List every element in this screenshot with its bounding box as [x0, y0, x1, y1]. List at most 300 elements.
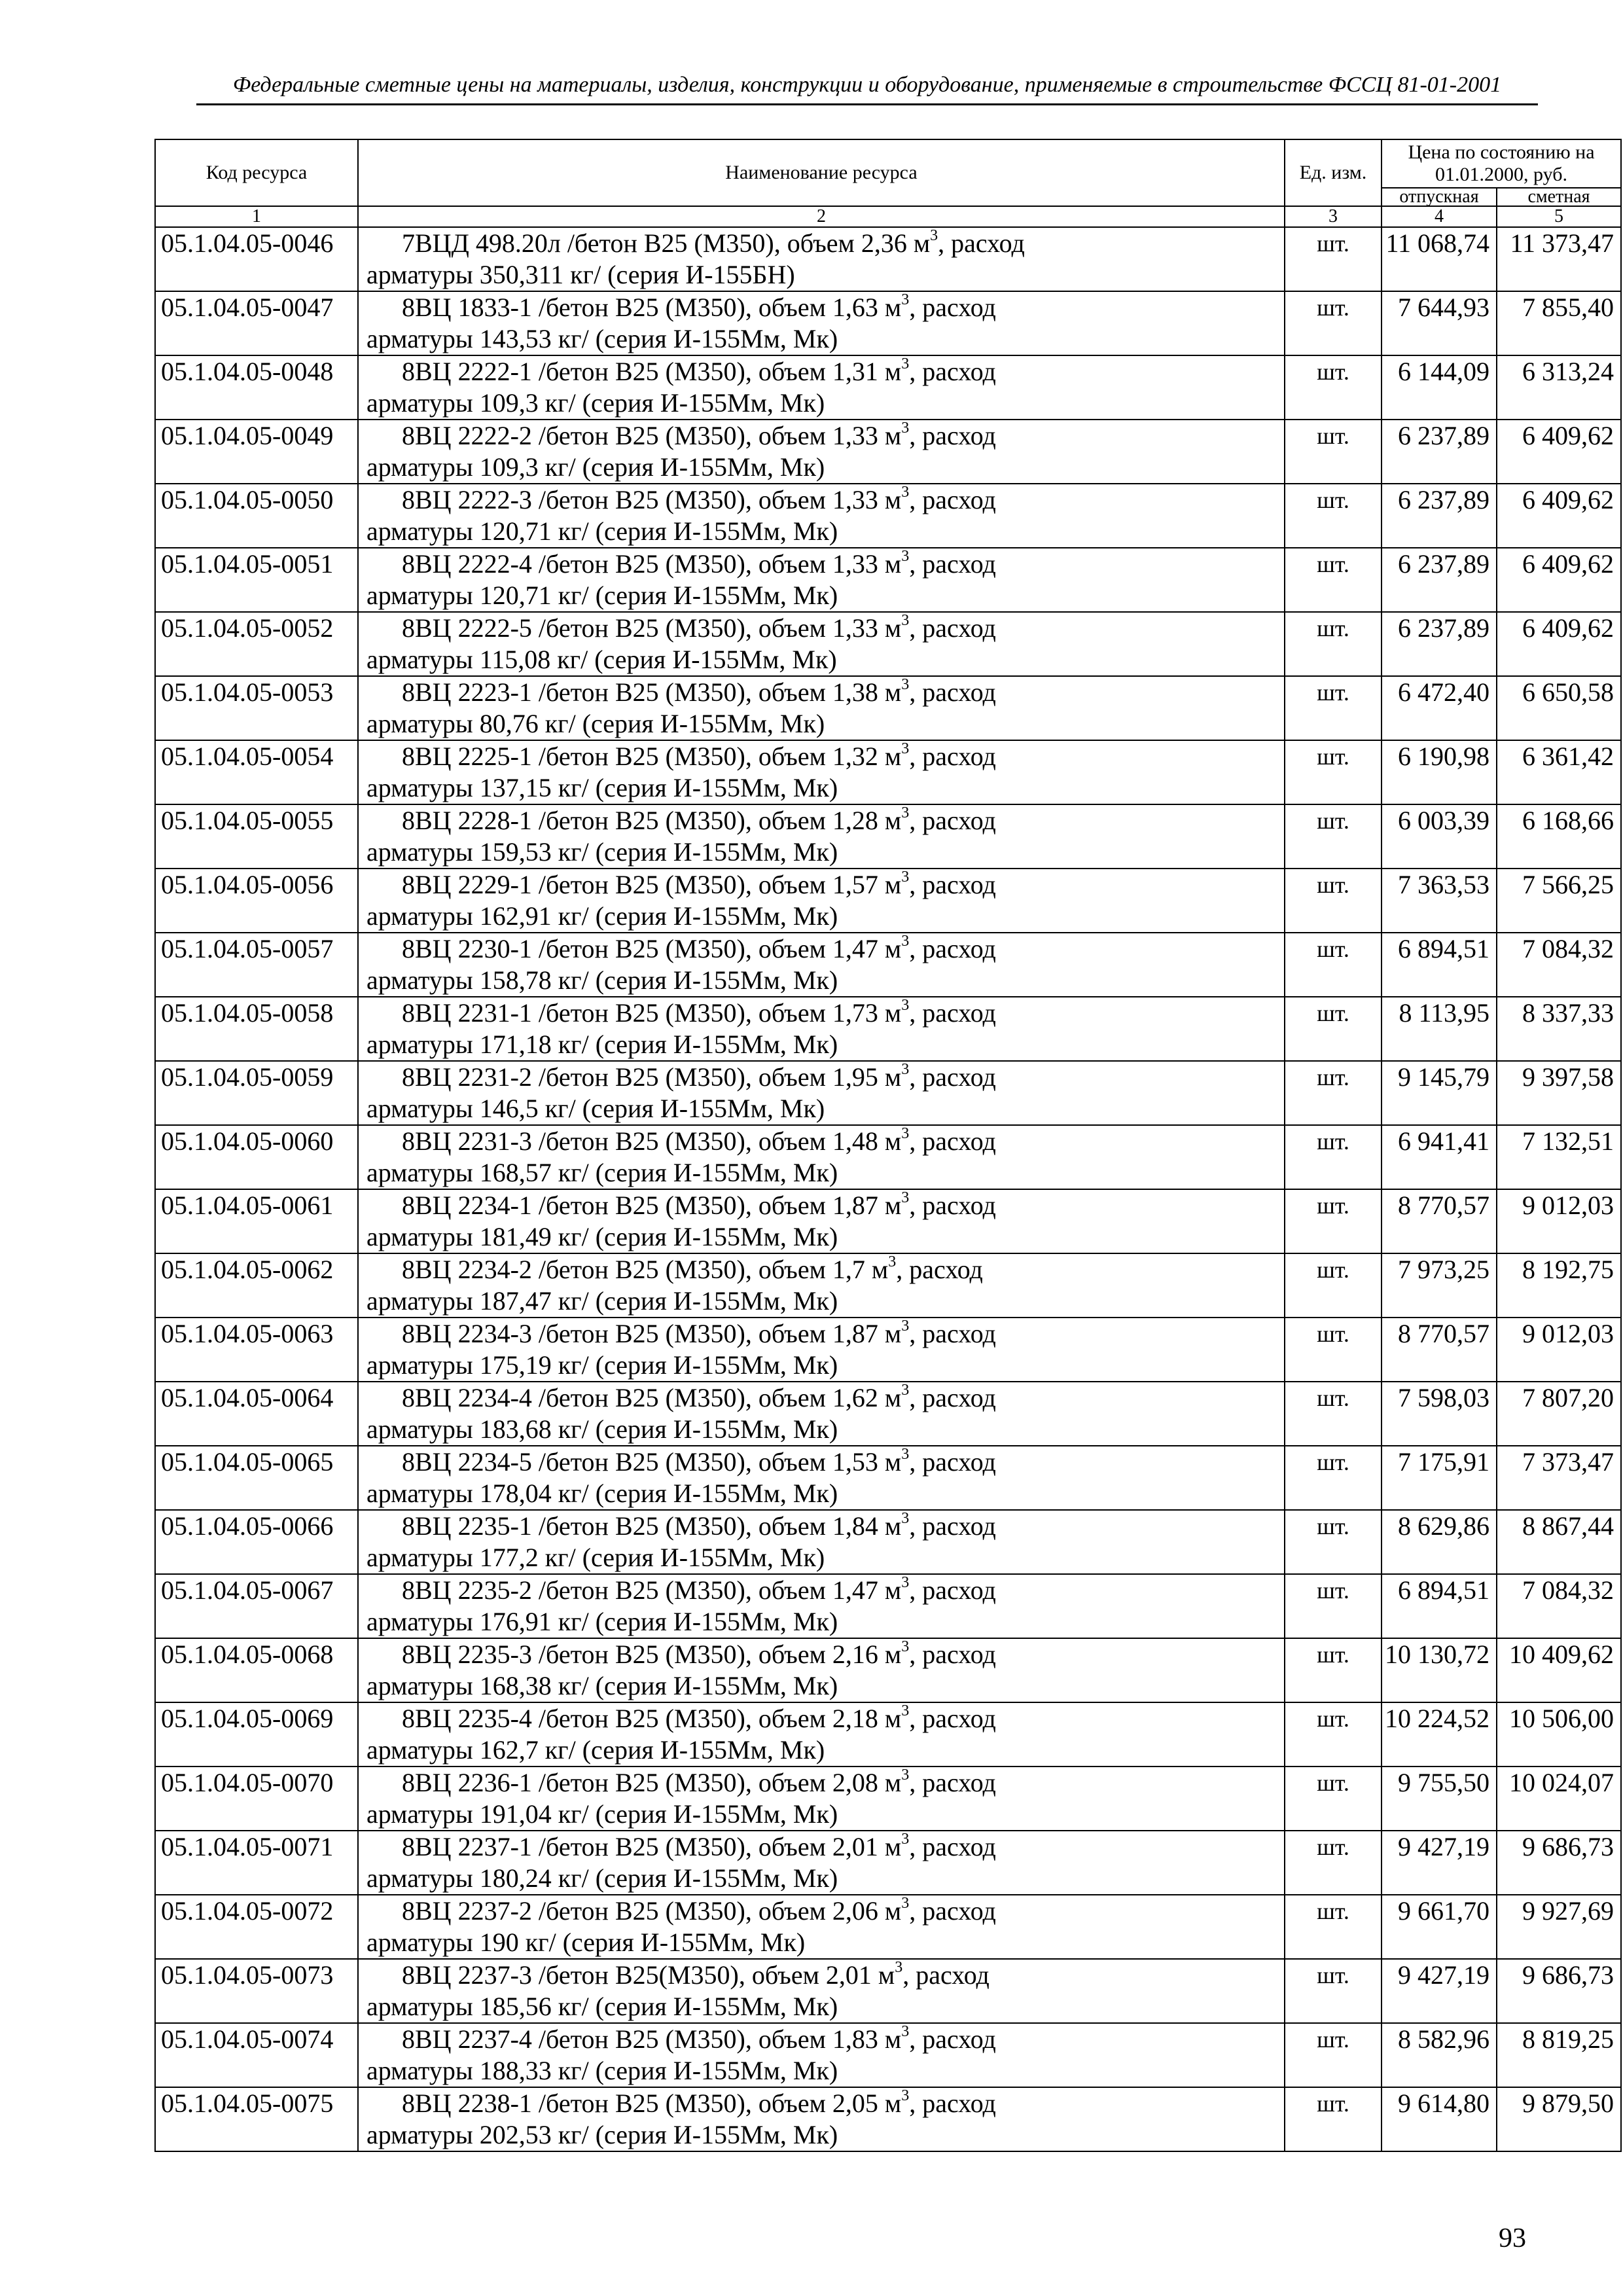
resource-name-tail: , расход — [909, 421, 996, 450]
resource-name — [358, 1125, 1285, 1189]
unit: шт. — [1285, 869, 1382, 933]
cubic-superscript: 3 — [901, 1573, 910, 1591]
resource-name-tail: , расход — [909, 1191, 996, 1220]
unit: шт. — [1285, 484, 1382, 548]
resource-name-main: 8ВЦ 2237-2 /бетон В25 (М350), объем 2,06 м — [402, 1896, 902, 1926]
resource-name-line2: арматуры 109,3 кг/ (серия И-155Мм, Мк) — [366, 388, 825, 418]
resource-name — [358, 2087, 1285, 2151]
resource-name-line2: арматуры 159,53 кг/ (серия И-155Мм, Мк) — [366, 837, 838, 867]
resource-name-line2: арматуры 80,76 кг/ (серия И-155Мм, Мк) — [366, 709, 825, 738]
price-estimate: 6 409,62 — [1497, 484, 1621, 548]
table-row — [155, 612, 1621, 676]
price-table — [154, 139, 1622, 2152]
cubic-superscript: 3 — [901, 868, 910, 886]
resource-name-main: 8ВЦ 2234-1 /бетон В25 (М350), объем 1,87 м — [402, 1191, 902, 1220]
cubic-superscript: 3 — [901, 2087, 910, 2104]
resource-name-tail: , расход — [909, 870, 996, 899]
price-release: 6 237,89 — [1382, 548, 1497, 612]
resource-name-line1 — [366, 1895, 1279, 1927]
price-estimate: 8 819,25 — [1497, 2023, 1621, 2087]
resource-name — [358, 227, 1285, 291]
price-estimate: 9 397,58 — [1497, 1061, 1621, 1125]
resource-name-tail: , расход — [909, 357, 996, 386]
resource-name — [358, 484, 1285, 548]
unit: шт. — [1285, 1895, 1382, 1959]
resource-name-line2: арматуры 190 кг/ (серия И-155Мм, Мк) — [366, 1928, 806, 1957]
resource-name-main: 8ВЦ 2234-2 /бетон В25 (М350), объем 1,7 м — [402, 1255, 889, 1284]
resource-name-main: 7ВЦД 498.20л /бетон В25 (М350), объем 2,36 м — [402, 228, 931, 258]
price-estimate: 9 686,73 — [1497, 1831, 1621, 1895]
resource-name-line1 — [366, 805, 1279, 836]
price-release: 8 582,96 — [1382, 2023, 1497, 2087]
resource-name-line1 — [366, 1318, 1279, 1350]
cubic-superscript: 3 — [901, 1830, 910, 1848]
resource-name-line1 — [366, 1511, 1279, 1542]
column-number: 1 — [155, 206, 358, 227]
price-estimate: 9 012,03 — [1497, 1318, 1621, 1382]
price-release: 8 770,57 — [1382, 1318, 1497, 1382]
unit: шт. — [1285, 1318, 1382, 1382]
unit: шт. — [1285, 997, 1382, 1061]
resource-name-line1 — [366, 420, 1279, 452]
resource-code: 05.1.04.05-0072 — [155, 1895, 358, 1959]
price-release: 7 644,93 — [1382, 291, 1497, 355]
resource-name-main: 8ВЦ 2223-1 /бетон В25 (М350), объем 1,38 м — [402, 677, 902, 707]
resource-name-line1 — [366, 1126, 1279, 1157]
price-estimate: 9 686,73 — [1497, 1959, 1621, 2023]
resource-code: 05.1.04.05-0061 — [155, 1189, 358, 1253]
unit: шт. — [1285, 1574, 1382, 1638]
price-estimate: 8 867,44 — [1497, 1510, 1621, 1574]
cubic-superscript: 3 — [901, 1702, 910, 1719]
unit: шт. — [1285, 1061, 1382, 1125]
price-release: 7 175,91 — [1382, 1446, 1497, 1510]
resource-name-main: 8ВЦ 2222-1 /бетон В25 (М350), объем 1,31 м — [402, 357, 902, 386]
resource-name-line1 — [366, 869, 1279, 901]
resource-code: 05.1.04.05-0050 — [155, 484, 358, 548]
resource-code: 05.1.04.05-0057 — [155, 933, 358, 997]
price-estimate: 6 313,24 — [1497, 355, 1621, 420]
resource-code: 05.1.04.05-0066 — [155, 1510, 358, 1574]
resource-name-tail: , расход — [909, 613, 996, 643]
resource-name-line2: арматуры 350,311 кг/ (серия И-155БН) — [366, 260, 795, 289]
resource-name-line1 — [366, 613, 1279, 644]
table-row — [155, 484, 1621, 548]
resource-name-line1 — [366, 228, 1279, 259]
table-row — [155, 1382, 1621, 1446]
resource-code: 05.1.04.05-0049 — [155, 420, 358, 484]
resource-name-line2: арматуры 187,47 кг/ (серия И-155Мм, Мк) — [366, 1286, 838, 1316]
table-row — [155, 933, 1621, 997]
resource-name — [358, 1510, 1285, 1574]
resource-name — [358, 740, 1285, 804]
header-name: Наименование ресурса — [358, 139, 1285, 206]
resource-name — [358, 1767, 1285, 1831]
resource-name-tail: , расход — [909, 1704, 996, 1733]
resource-code: 05.1.04.05-0073 — [155, 1959, 358, 2023]
table-row — [155, 355, 1621, 420]
unit: шт. — [1285, 1253, 1382, 1318]
resource-name-line2: арматуры 143,53 кг/ (серия И-155Мм, Мк) — [366, 324, 838, 353]
resource-name-line1 — [366, 1446, 1279, 1478]
price-estimate: 10 506,00 — [1497, 1702, 1621, 1767]
resource-name-tail: , расход — [909, 1640, 996, 1669]
price-release: 7 598,03 — [1382, 1382, 1497, 1446]
resource-name-line2: арматуры 202,53 кг/ (серия И-155Мм, Мк) — [366, 2120, 838, 2149]
resource-name — [358, 997, 1285, 1061]
resource-name-line2: арматуры 120,71 кг/ (серия И-155Мм, Мк) — [366, 581, 838, 610]
cubic-superscript: 3 — [901, 740, 910, 757]
resource-name — [358, 1638, 1285, 1702]
resource-code: 05.1.04.05-0059 — [155, 1061, 358, 1125]
resource-name-main: 8ВЦ 2236-1 /бетон В25 (М350), объем 2,08 м — [402, 1768, 902, 1797]
resource-name-tail: , расход — [909, 742, 996, 771]
cubic-superscript: 3 — [888, 1253, 897, 1270]
resource-name-tail: , расход — [909, 549, 996, 579]
unit: шт. — [1285, 227, 1382, 291]
unit: шт. — [1285, 1125, 1382, 1189]
resource-name-tail: , расход — [909, 1768, 996, 1797]
resource-code: 05.1.04.05-0065 — [155, 1446, 358, 1510]
resource-name-main: 8ВЦ 2237-4 /бетон В25 (М350), объем 1,83 м — [402, 2024, 902, 2054]
table-row — [155, 676, 1621, 740]
resource-name-tail: , расход — [909, 1447, 996, 1477]
resource-name-main: 8ВЦ 2222-4 /бетон В25 (М350), объем 1,33 м — [402, 549, 902, 579]
resource-name — [358, 1061, 1285, 1125]
resource-code: 05.1.04.05-0075 — [155, 2087, 358, 2151]
cubic-superscript: 3 — [895, 1958, 903, 1976]
price-estimate: 9 012,03 — [1497, 1189, 1621, 1253]
resource-name-line2: арматуры 185,56 кг/ (серия И-155Мм, Мк) — [366, 1992, 838, 2021]
resource-name-main: 8ВЦ 2234-3 /бетон В25 (М350), объем 1,87 м — [402, 1319, 902, 1348]
cubic-superscript: 3 — [901, 547, 910, 565]
resource-code: 05.1.04.05-0052 — [155, 612, 358, 676]
resource-name — [358, 1702, 1285, 1767]
resource-name-line2: арматуры 191,04 кг/ (серия И-155Мм, Мк) — [366, 1799, 838, 1829]
header-price-release: отпускная — [1382, 188, 1497, 206]
resource-name-main: 8ВЦ 2222-5 /бетон В25 (М350), объем 1,33 м — [402, 613, 902, 643]
resource-name-line1 — [366, 1062, 1279, 1093]
price-release: 6 237,89 — [1382, 420, 1497, 484]
resource-name-line2: арматуры 120,71 кг/ (серия И-155Мм, Мк) — [366, 516, 838, 546]
resource-name-line2: арматуры 183,68 кг/ (серия И-155Мм, Мк) — [366, 1414, 838, 1444]
resource-code: 05.1.04.05-0069 — [155, 1702, 358, 1767]
unit: шт. — [1285, 1767, 1382, 1831]
cubic-superscript: 3 — [901, 1189, 910, 1206]
price-release: 6 144,09 — [1382, 355, 1497, 420]
cubic-superscript: 3 — [901, 611, 910, 629]
resource-code: 05.1.04.05-0064 — [155, 1382, 358, 1446]
cubic-superscript: 3 — [901, 419, 910, 437]
cubic-superscript: 3 — [901, 483, 910, 501]
resource-code: 05.1.04.05-0071 — [155, 1831, 358, 1895]
price-estimate: 7 084,32 — [1497, 933, 1621, 997]
resource-name-line2: арматуры 168,57 кг/ (серия И-155Мм, Мк) — [366, 1158, 838, 1187]
cubic-superscript: 3 — [901, 1317, 910, 1335]
resource-code: 05.1.04.05-0063 — [155, 1318, 358, 1382]
price-estimate: 9 879,50 — [1497, 2087, 1621, 2151]
price-estimate: 6 409,62 — [1497, 612, 1621, 676]
resource-name-line1 — [366, 997, 1279, 1029]
price-release: 9 614,80 — [1382, 2087, 1497, 2151]
resource-name-tail: , расход — [909, 998, 996, 1028]
table-body — [155, 227, 1621, 2151]
resource-name-main: 8ВЦ 2230-1 /бетон В25 (М350), объем 1,47 м — [402, 934, 902, 963]
price-estimate: 6 168,66 — [1497, 804, 1621, 869]
resource-name — [358, 1574, 1285, 1638]
resource-code: 05.1.04.05-0060 — [155, 1125, 358, 1189]
price-release: 9 755,50 — [1382, 1767, 1497, 1831]
resource-name-line2: арматуры 137,15 кг/ (серия И-155Мм, Мк) — [366, 773, 838, 802]
price-release: 9 661,70 — [1382, 1895, 1497, 1959]
resource-name-line1 — [366, 677, 1279, 708]
resource-name-line1 — [366, 1703, 1279, 1734]
resource-name-line2: арматуры 162,7 кг/ (серия И-155Мм, Мк) — [366, 1735, 825, 1765]
price-estimate: 6 409,62 — [1497, 548, 1621, 612]
resource-name-line2: арматуры 115,08 кг/ (серия И-155Мм, Мк) — [366, 645, 837, 674]
resource-name-line2: арматуры 168,38 кг/ (серия И-155Мм, Мк) — [366, 1671, 838, 1700]
resource-name-main: 8ВЦ 2235-4 /бетон В25 (М350), объем 2,18 м — [402, 1704, 902, 1733]
table-row — [155, 1318, 1621, 1382]
cubic-superscript: 3 — [901, 1381, 910, 1399]
price-release: 7 973,25 — [1382, 1253, 1497, 1318]
resource-name-line2: арматуры 109,3 кг/ (серия И-155Мм, Мк) — [366, 452, 825, 482]
resource-name — [358, 1318, 1285, 1382]
unit: шт. — [1285, 740, 1382, 804]
price-release: 6 941,41 — [1382, 1125, 1497, 1189]
resource-name-main: 8ВЦ 2231-1 /бетон В25 (М350), объем 1,73 м — [402, 998, 902, 1028]
price-estimate: 10 024,07 — [1497, 1767, 1621, 1831]
resource-name-line1 — [366, 292, 1279, 323]
price-estimate: 7 084,32 — [1497, 1574, 1621, 1638]
resource-name-line2: арматуры 146,5 кг/ (серия И-155Мм, Мк) — [366, 1094, 825, 1123]
unit: шт. — [1285, 1638, 1382, 1702]
resource-name-main: 8ВЦ 2235-1 /бетон В25 (М350), объем 1,84 м — [402, 1511, 902, 1541]
unit: шт. — [1285, 548, 1382, 612]
price-estimate: 7 132,51 — [1497, 1125, 1621, 1189]
price-release: 10 130,72 — [1382, 1638, 1497, 1702]
cubic-superscript: 3 — [901, 932, 910, 950]
price-estimate: 7 373,47 — [1497, 1446, 1621, 1510]
resource-name-line2: арматуры 180,24 кг/ (серия И-155Мм, Мк) — [366, 1863, 838, 1893]
table-row — [155, 1638, 1621, 1702]
table-row — [155, 804, 1621, 869]
price-release: 10 224,52 — [1382, 1702, 1497, 1767]
resource-name-tail: , расход — [909, 1575, 996, 1605]
table-row — [155, 420, 1621, 484]
resource-name-line1 — [366, 1254, 1279, 1285]
resource-name-tail: , расход — [909, 1832, 996, 1861]
resource-name — [358, 676, 1285, 740]
resource-code: 05.1.04.05-0074 — [155, 2023, 358, 2087]
price-release: 9 427,19 — [1382, 1831, 1497, 1895]
resource-code: 05.1.04.05-0062 — [155, 1253, 358, 1318]
price-estimate: 6 650,58 — [1497, 676, 1621, 740]
resource-name — [358, 933, 1285, 997]
cubic-superscript: 3 — [930, 226, 938, 244]
cubic-superscript: 3 — [901, 1445, 910, 1463]
resource-name-main: 8ВЦ 2222-3 /бетон В25 (М350), объем 1,33 м — [402, 485, 902, 514]
resource-name-main: 8ВЦ 2238-1 /бетон В25 (М350), объем 2,05 м — [402, 2089, 902, 2118]
table-row — [155, 997, 1621, 1061]
resource-code: 05.1.04.05-0055 — [155, 804, 358, 869]
table-row — [155, 1959, 1621, 2023]
resource-name — [358, 420, 1285, 484]
resource-name-main: 8ВЦ 2234-5 /бетон В25 (М350), объем 1,53 м — [402, 1447, 902, 1477]
price-estimate: 6 409,62 — [1497, 420, 1621, 484]
cubic-superscript: 3 — [901, 1638, 910, 1655]
column-number: 4 — [1382, 206, 1497, 227]
resource-name-line2: арматуры 162,91 кг/ (серия И-155Мм, Мк) — [366, 901, 838, 931]
resource-name-tail: , расход — [909, 806, 996, 835]
price-estimate: 7 566,25 — [1497, 869, 1621, 933]
table-row — [155, 1189, 1621, 1253]
cubic-superscript: 3 — [901, 2022, 910, 2040]
unit: шт. — [1285, 1189, 1382, 1253]
resource-name-tail: , расход — [909, 1319, 996, 1348]
resource-name-line1 — [366, 1190, 1279, 1221]
cubic-superscript: 3 — [901, 1894, 910, 1912]
resource-code: 05.1.04.05-0048 — [155, 355, 358, 420]
header-price-estimate: сметная — [1497, 188, 1621, 206]
unit: шт. — [1285, 1959, 1382, 2023]
header-rule — [196, 103, 1538, 105]
price-release: 6 003,39 — [1382, 804, 1497, 869]
resource-code: 05.1.04.05-0051 — [155, 548, 358, 612]
page-number: 93 — [1499, 2223, 1526, 2253]
cubic-superscript: 3 — [901, 1509, 910, 1527]
resource-name-main: 8ВЦ 2225-1 /бетон В25 (М350), объем 1,32 м — [402, 742, 902, 771]
resource-name-tail: , расход — [909, 1896, 996, 1926]
price-release: 6 237,89 — [1382, 612, 1497, 676]
header-price-group: Цена по состоянию на 01.01.2000, руб. — [1382, 139, 1621, 188]
resource-name — [358, 612, 1285, 676]
column-number: 2 — [358, 206, 1285, 227]
column-number: 5 — [1497, 206, 1621, 227]
resource-name-main: 8ВЦ 2222-2 /бетон В25 (М350), объем 1,33 м — [402, 421, 902, 450]
unit: шт. — [1285, 804, 1382, 869]
resource-name-main: 8ВЦ 2231-2 /бетон В25 (М350), объем 1,95 м — [402, 1062, 902, 1092]
table-row — [155, 1253, 1621, 1318]
resource-name-line2: арматуры 181,49 кг/ (серия И-155Мм, Мк) — [366, 1222, 838, 1251]
resource-name-line1 — [366, 548, 1279, 580]
unit: шт. — [1285, 1831, 1382, 1895]
price-release: 8 113,95 — [1382, 997, 1497, 1061]
resource-code: 05.1.04.05-0058 — [155, 997, 358, 1061]
resource-name-tail: , расход — [909, 677, 996, 707]
resource-name-line1 — [366, 356, 1279, 387]
header-unit: Ед. изм. — [1285, 139, 1382, 206]
resource-name-line1 — [366, 1382, 1279, 1414]
cubic-superscript: 3 — [901, 1766, 910, 1784]
resource-name — [358, 548, 1285, 612]
table-row — [155, 2023, 1621, 2087]
resource-name — [358, 1959, 1285, 2023]
table-row — [155, 1446, 1621, 1510]
header-code: Код ресурса — [155, 139, 358, 206]
running-header: Федеральные сметные цены на материалы, изделия, конструкции и оборудование, применяемые в строительстве ФССЦ 81-01-2001 — [232, 73, 1502, 97]
resource-name — [358, 1382, 1285, 1446]
resource-name-tail: , расход — [909, 2024, 996, 2054]
table-row — [155, 2087, 1621, 2151]
resource-name-tail: , расход — [938, 228, 1025, 258]
cubic-superscript: 3 — [901, 291, 910, 308]
resource-name-line2: арматуры 178,04 кг/ (серия И-155Мм, Мк) — [366, 1479, 838, 1508]
resource-name-tail: , расход — [909, 1126, 996, 1156]
price-estimate: 8 337,33 — [1497, 997, 1621, 1061]
cubic-superscript: 3 — [901, 355, 910, 372]
resource-name-tail: , расход — [909, 1383, 996, 1412]
table-row — [155, 740, 1621, 804]
table-row — [155, 227, 1621, 291]
price-release: 8 629,86 — [1382, 1510, 1497, 1574]
unit: шт. — [1285, 291, 1382, 355]
cubic-superscript: 3 — [901, 996, 910, 1014]
resource-name-main: 8ВЦ 2235-2 /бетон В25 (М350), объем 1,47 м — [402, 1575, 902, 1605]
table-row — [155, 1831, 1621, 1895]
price-estimate: 6 361,42 — [1497, 740, 1621, 804]
resource-name-tail: , расход — [909, 1062, 996, 1092]
unit: шт. — [1285, 2023, 1382, 2087]
unit: шт. — [1285, 355, 1382, 420]
resource-code: 05.1.04.05-0053 — [155, 676, 358, 740]
price-release: 6 894,51 — [1382, 1574, 1497, 1638]
resource-name-main: 8ВЦ 2237-1 /бетон В25 (М350), объем 2,01 м — [402, 1832, 902, 1861]
resource-name — [358, 1895, 1285, 1959]
resource-name-line2: арматуры 177,2 кг/ (серия И-155Мм, Мк) — [366, 1543, 825, 1572]
resource-name-line1 — [366, 933, 1279, 965]
resource-code: 05.1.04.05-0046 — [155, 227, 358, 291]
resource-name-main: 8ВЦ 2228-1 /бетон В25 (М350), объем 1,28 м — [402, 806, 902, 835]
resource-name — [358, 1446, 1285, 1510]
resource-name — [358, 1253, 1285, 1318]
resource-code: 05.1.04.05-0056 — [155, 869, 358, 933]
table-row — [155, 1895, 1621, 1959]
resource-name-line1 — [366, 1575, 1279, 1606]
resource-name-main: 8ВЦ 2229-1 /бетон В25 (М350), объем 1,57 м — [402, 870, 902, 899]
price-estimate: 9 927,69 — [1497, 1895, 1621, 1959]
table-row — [155, 1574, 1621, 1638]
table-row — [155, 291, 1621, 355]
resource-name-line2: арматуры 175,19 кг/ (серия И-155Мм, Мк) — [366, 1350, 838, 1380]
price-release: 11 068,74 — [1382, 227, 1497, 291]
resource-name-tail: , расход — [909, 2089, 996, 2118]
price-estimate: 8 192,75 — [1497, 1253, 1621, 1318]
unit: шт. — [1285, 676, 1382, 740]
unit: шт. — [1285, 420, 1382, 484]
resource-name-line1 — [366, 1639, 1279, 1670]
table-row — [155, 1702, 1621, 1767]
price-release: 8 770,57 — [1382, 1189, 1497, 1253]
column-number: 3 — [1285, 206, 1382, 227]
resource-name-main: 8ВЦ 2234-4 /бетон В25 (М350), объем 1,62 м — [402, 1383, 902, 1412]
resource-name-tail: , расход — [909, 293, 996, 322]
table-row — [155, 869, 1621, 933]
resource-name — [358, 355, 1285, 420]
resource-name-line2: арматуры 158,78 кг/ (серия И-155Мм, Мк) — [366, 965, 838, 995]
resource-name-tail: , расход — [902, 1960, 990, 1990]
unit: шт. — [1285, 933, 1382, 997]
resource-name — [358, 291, 1285, 355]
price-estimate: 10 409,62 — [1497, 1638, 1621, 1702]
resource-code: 05.1.04.05-0070 — [155, 1767, 358, 1831]
cubic-superscript: 3 — [901, 804, 910, 821]
unit: шт. — [1285, 2087, 1382, 2151]
price-release: 9 427,19 — [1382, 1959, 1497, 2023]
resource-name — [358, 804, 1285, 869]
cubic-superscript: 3 — [901, 1124, 910, 1142]
resource-code: 05.1.04.05-0047 — [155, 291, 358, 355]
